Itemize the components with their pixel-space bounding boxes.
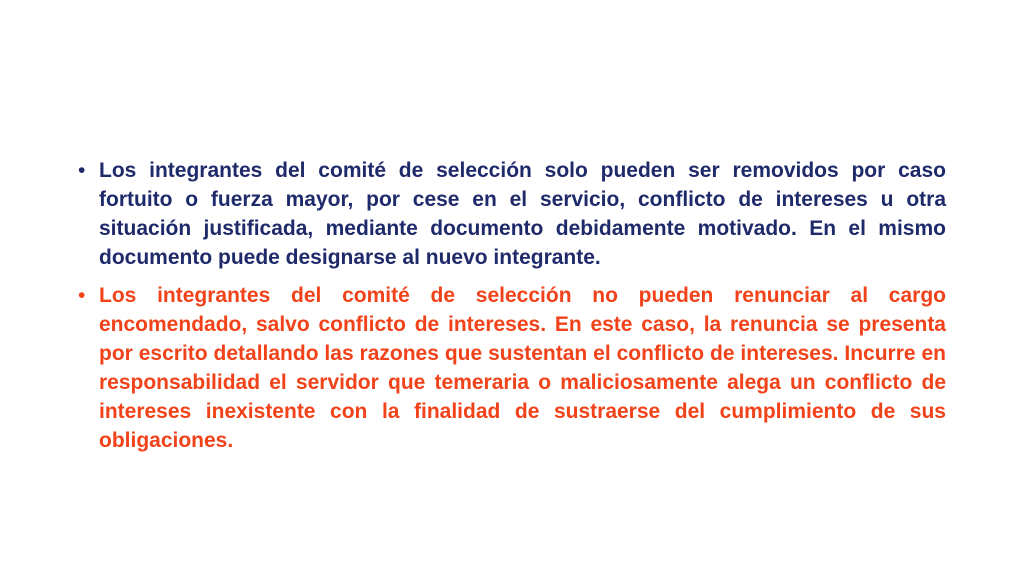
- bullet-item-resignation: [78, 281, 946, 455]
- bullet-text: Los integrantes del comité de selección solo pueden ser removidos por caso fortuito o fuerza mayor, por cese en el servicio, conflicto de intereses u otra situación justificada, mediante documento debidamente motivado. En el mismo documento puede designarse al nuevo integrante.: [99, 159, 946, 269]
- bullet-marker: •: [78, 284, 86, 307]
- bullet-text: Los integrantes del comité de selección no pueden renunciar al cargo encomendado, salvo conflicto de intereses. En este caso, la renuncia se presenta por escrito detallando las razones que sustentan el conflicto de intereses. Incurre en responsabilidad el servidor que temeraria o maliciosamente alega un conflicto de intereses inexistente con la finalidad de sustraerse del cumplimiento de sus obligaciones.: [99, 284, 946, 452]
- bullet-marker: •: [78, 159, 86, 182]
- bullet-item-removal: [78, 156, 946, 272]
- bullet-list: [78, 156, 946, 464]
